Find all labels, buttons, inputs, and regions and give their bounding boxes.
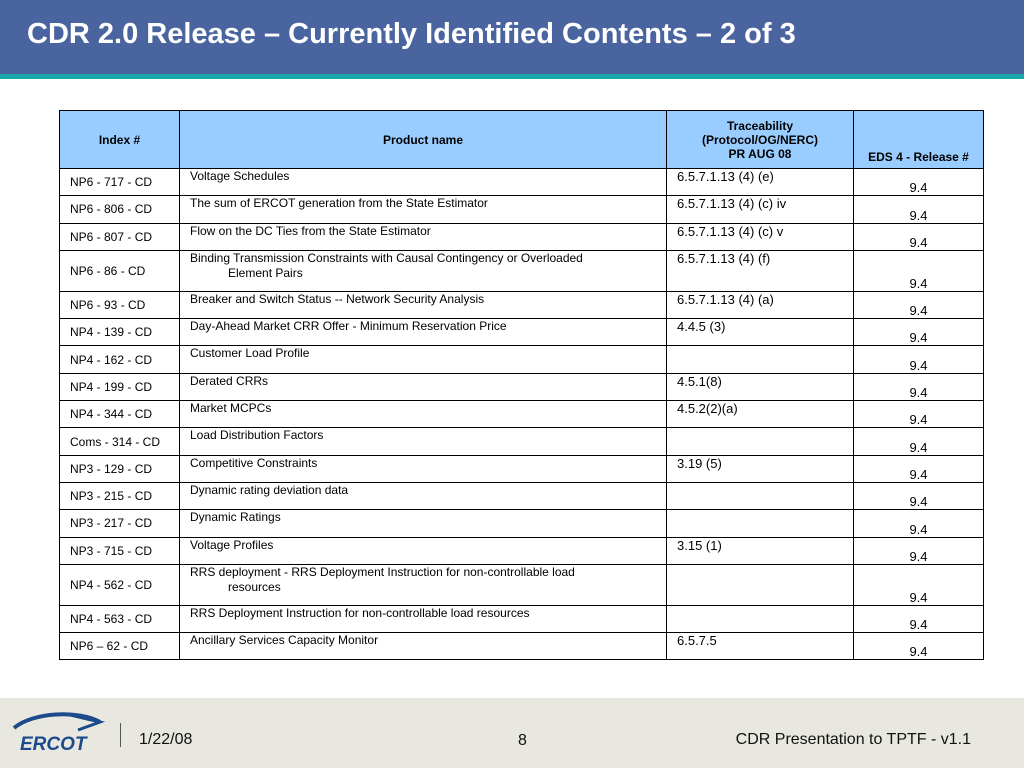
row-index: NP6 – 62 - CD (60, 633, 180, 660)
table-row (60, 319, 984, 346)
row-traceability: 6.5.7.1.13 (4) (e) (667, 169, 854, 196)
product-name-text: The sum of ERCOT generation from the State Estimator (190, 196, 488, 211)
row-product-name (180, 169, 667, 196)
ercot-logo-text: ERCOT (20, 734, 87, 755)
product-name-text: Binding Transmission Constraints with Causal Contingency or Overloaded (190, 250, 583, 265)
row-index: NP6 - 806 - CD (60, 196, 180, 223)
table-body (60, 169, 984, 660)
column-header-traceability (667, 111, 854, 169)
product-name-text: Market MCPCs (190, 401, 272, 416)
row-index: NP3 - 217 - CD (60, 510, 180, 537)
product-name-text: RRS Deployment Instruction for non-controllable load resources (190, 605, 530, 620)
column-header-product: Product name (180, 111, 667, 169)
footer-divider (120, 723, 121, 747)
traceability-header-line1: Traceability (726, 118, 794, 133)
row-eds-release: 9.4 (854, 455, 984, 482)
row-eds-release: 9.4 (854, 482, 984, 509)
table-row (60, 373, 984, 400)
row-index: NP3 - 215 - CD (60, 482, 180, 509)
row-index: NP4 - 139 - CD (60, 319, 180, 346)
product-name-text: Derated CRRs (190, 373, 269, 388)
row-traceability: 3.19 (5) (667, 455, 854, 482)
row-traceability: 4.5.1(8) (667, 373, 854, 400)
presentation-name: CDR Presentation to TPTF - v1.1 (735, 731, 971, 748)
table-row (60, 169, 984, 196)
row-eds-release: 9.4 (854, 373, 984, 400)
table-row (60, 564, 984, 605)
row-index: NP6 - 807 - CD (60, 223, 180, 250)
product-name-text: Ancillary Services Capacity Monitor (190, 633, 379, 648)
row-product-name (180, 291, 667, 318)
row-traceability (667, 605, 854, 632)
row-index: NP4 - 199 - CD (60, 373, 180, 400)
table-row (60, 482, 984, 509)
row-eds-release: 9.4 (854, 223, 984, 250)
row-index: NP6 - 93 - CD (60, 291, 180, 318)
row-index: Coms - 314 - CD (60, 428, 180, 455)
row-index: NP6 - 717 - CD (60, 169, 180, 196)
row-product-name (180, 564, 667, 605)
row-product-name (180, 455, 667, 482)
row-traceability (667, 482, 854, 509)
table-row (60, 196, 984, 223)
page-number: 8 (518, 732, 527, 749)
table-row (60, 510, 984, 537)
title-bar-stripe (0, 74, 1024, 79)
product-name-text: Voltage Profiles (190, 537, 274, 552)
row-traceability: 6.5.7.1.13 (4) (f) (667, 250, 854, 291)
row-eds-release: 9.4 (854, 605, 984, 632)
row-traceability: 3.15 (1) (667, 537, 854, 564)
row-traceability: 4.5.2(2)(a) (667, 401, 854, 428)
table-row (60, 250, 984, 291)
row-product-name (180, 250, 667, 291)
row-eds-release: 9.4 (854, 196, 984, 223)
row-index: NP4 - 563 - CD (60, 605, 180, 632)
product-name-text: RRS deployment - RRS Deployment Instruction for non-controllable load (190, 564, 575, 579)
row-product-name (180, 510, 667, 537)
product-name-text: Breaker and Switch Status -- Network Security Analysis (190, 291, 485, 306)
row-product-name (180, 223, 667, 250)
row-index: NP6 - 86 - CD (60, 250, 180, 291)
product-name-text: Day-Ahead Market CRR Offer - Minimum Reservation Price (190, 319, 507, 334)
table-row (60, 223, 984, 250)
row-eds-release: 9.4 (854, 633, 984, 660)
contents-table (59, 110, 984, 660)
table-row (60, 455, 984, 482)
row-index: NP3 - 129 - CD (60, 455, 180, 482)
product-name-text: Flow on the DC Ties from the State Estimator (190, 223, 431, 238)
row-product-name (180, 401, 667, 428)
row-eds-release: 9.4 (854, 428, 984, 455)
row-product-name (180, 537, 667, 564)
ercot-logo (8, 708, 108, 756)
row-product-name (180, 196, 667, 223)
traceability-header-line2: (Protocol/OG/NERC) (702, 132, 818, 147)
table-header-row (60, 111, 984, 169)
row-product-name (180, 482, 667, 509)
row-product-name (180, 428, 667, 455)
product-name-text: Dynamic Ratings (190, 510, 281, 525)
row-traceability (667, 564, 854, 605)
row-product-name (180, 605, 667, 632)
row-eds-release: 9.4 (854, 510, 984, 537)
row-eds-release: 9.4 (854, 564, 984, 605)
row-eds-release: 9.4 (854, 401, 984, 428)
row-product-name (180, 346, 667, 373)
product-name-text: Competitive Constraints (190, 455, 318, 470)
table-row (60, 633, 984, 660)
slide-title: CDR 2.0 Release – Currently Identified Contents – 2 of 3 (27, 18, 796, 50)
row-eds-release: 9.4 (854, 346, 984, 373)
row-eds-release: 9.4 (854, 291, 984, 318)
product-name-text: Dynamic rating deviation data (190, 482, 349, 497)
row-traceability: 4.4.5 (3) (667, 319, 854, 346)
row-index: NP4 - 162 - CD (60, 346, 180, 373)
row-traceability: 6.5.7.5 (667, 633, 854, 660)
table-row (60, 537, 984, 564)
row-product-name (180, 319, 667, 346)
row-eds-release: 9.4 (854, 319, 984, 346)
table-row (60, 428, 984, 455)
product-name-text: Voltage Schedules (190, 169, 290, 183)
product-name-continuation: resources (228, 579, 281, 594)
table-row (60, 291, 984, 318)
row-index: NP4 - 562 - CD (60, 564, 180, 605)
traceability-header-line3: PR AUG 08 (728, 146, 792, 161)
table-row (60, 401, 984, 428)
product-name-text: Load Distribution Factors (190, 428, 324, 443)
row-eds-release: 9.4 (854, 537, 984, 564)
table-row (60, 346, 984, 373)
footer-date: 1/22/08 (139, 731, 193, 748)
row-traceability (667, 428, 854, 455)
column-header-index: Index # (60, 111, 180, 169)
product-name-text: Customer Load Profile (190, 346, 310, 361)
row-traceability: 6.5.7.1.13 (4) (c) v (667, 223, 854, 250)
row-traceability (667, 346, 854, 373)
row-product-name (180, 633, 667, 660)
row-index: NP4 - 344 - CD (60, 401, 180, 428)
row-index: NP3 - 715 - CD (60, 537, 180, 564)
product-name-continuation: Element Pairs (228, 265, 303, 280)
row-traceability: 6.5.7.1.13 (4) (a) (667, 291, 854, 318)
column-header-eds: EDS 4 - Release # (854, 111, 984, 169)
row-eds-release: 9.4 (854, 250, 984, 291)
row-traceability: 6.5.7.1.13 (4) (c) iv (667, 196, 854, 223)
row-eds-release: 9.4 (854, 169, 984, 196)
row-product-name (180, 373, 667, 400)
row-traceability (667, 510, 854, 537)
table-row (60, 605, 984, 632)
